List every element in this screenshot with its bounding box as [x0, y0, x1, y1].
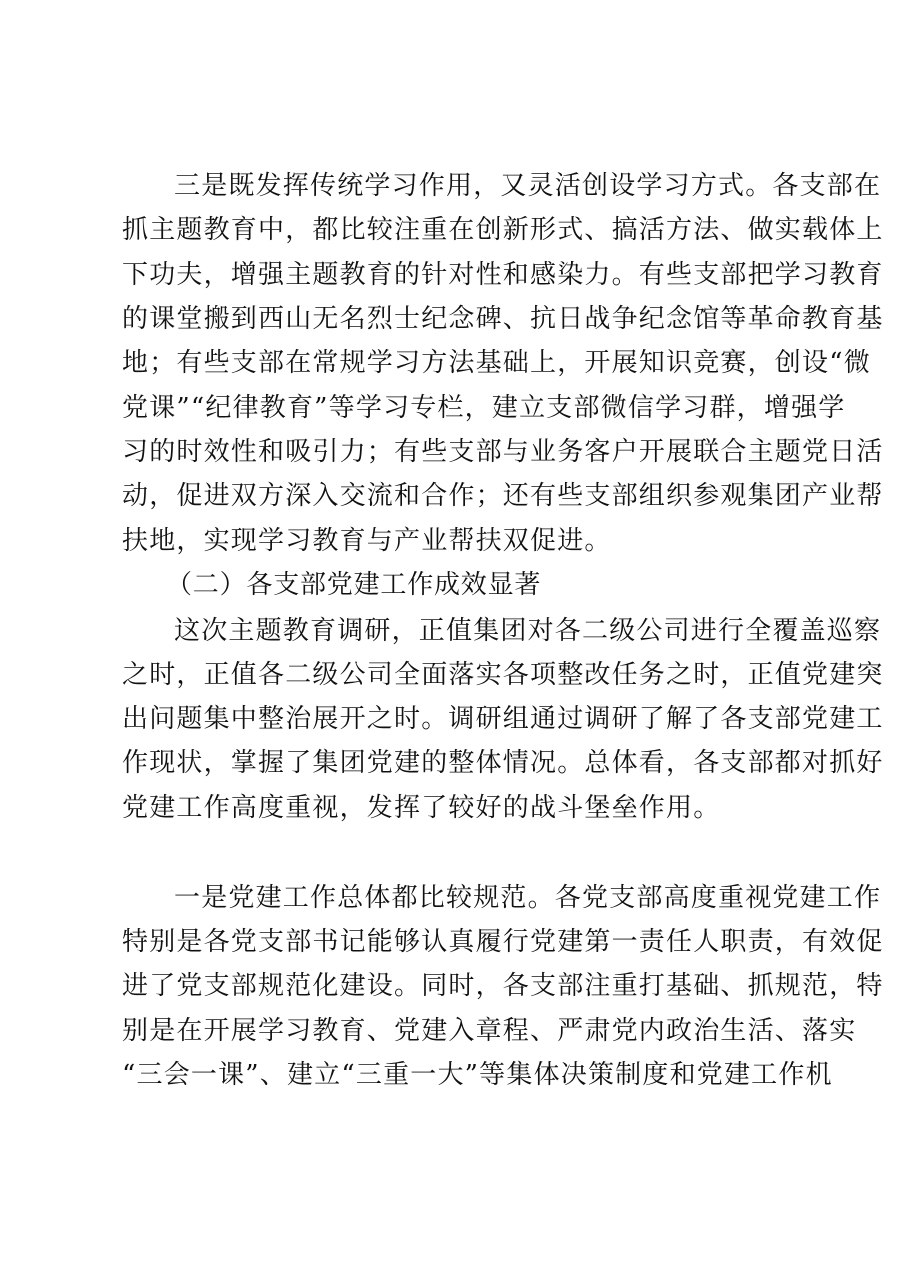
paragraph-2-line-5: 党建工作高度重视，发挥了较好的战斗堡垒作用。	[122, 793, 721, 823]
paragraph-2-line-1: 这次主题教育调研，正值集团对各二级公司进行全覆盖巡察	[174, 616, 882, 646]
paragraph-1-line-3: 下功夫，增强主题教育的针对性和感染力。有些支部把学习教育	[122, 260, 884, 290]
paragraph-2-line-4: 作现状，掌握了集团党建的整体情况。总体看，各支部都对抓好	[122, 748, 884, 778]
paragraph-1-line-4: 的课堂搬到西山无名烈士纪念碑、抗日战争纪念馆等革命教育基	[122, 304, 884, 334]
section-heading: （二）各支部党建工作成效显著	[166, 570, 542, 600]
paragraph-2-line-2: 之时，正值各二级公司全面落实各项整改任务之时，正值党建突	[122, 660, 884, 690]
paragraph-1-line-5: 地；有些支部在常规学习方法基础上，开展知识竞赛，创设“微	[122, 348, 871, 378]
paragraph-3-line-1: 一是党建工作总体都比较规范。各党支部高度重视党建工作	[174, 883, 882, 913]
paragraph-3-line-5: “三会一课”、建立“三重一大”等集体决策制度和党建工作机	[122, 1060, 833, 1090]
paragraph-1-line-7: 习的时效性和吸引力；有些支部与业务客户开展联合主题党日活	[122, 437, 884, 467]
paragraph-1-line-6: 党课”“纪律教育”等学习专栏，建立支部微信学习群，增强学	[122, 393, 846, 423]
paragraph-1-line-9: 扶地，实现学习教育与产业帮扶双促进。	[122, 526, 612, 556]
paragraph-1-line-2: 抓主题教育中，都比较注重在创新形式、搞活方法、做实载体上	[122, 215, 884, 245]
paragraph-2-line-3: 出问题集中整治展开之时。调研组通过调研了解了各支部党建工	[122, 704, 884, 734]
paragraph-3-line-4: 别是在开展学习教育、党建入章程、严肃党内政治生活、落实	[122, 1016, 857, 1046]
paragraph-1-line-8: 动，促进双方深入交流和合作；还有些支部组织参观集团产业帮	[122, 481, 884, 511]
paragraph-1-line-1: 三是既发挥传统学习作用，又灵活创设学习方式。各支部在	[174, 171, 882, 201]
paragraph-3-line-2: 特别是各党支部书记能够认真履行党建第一责任人职责，有效促	[122, 927, 884, 957]
paragraph-3-line-3: 进了党支部规范化建设。同时，各支部注重打基础、抓规范，特	[122, 971, 884, 1001]
